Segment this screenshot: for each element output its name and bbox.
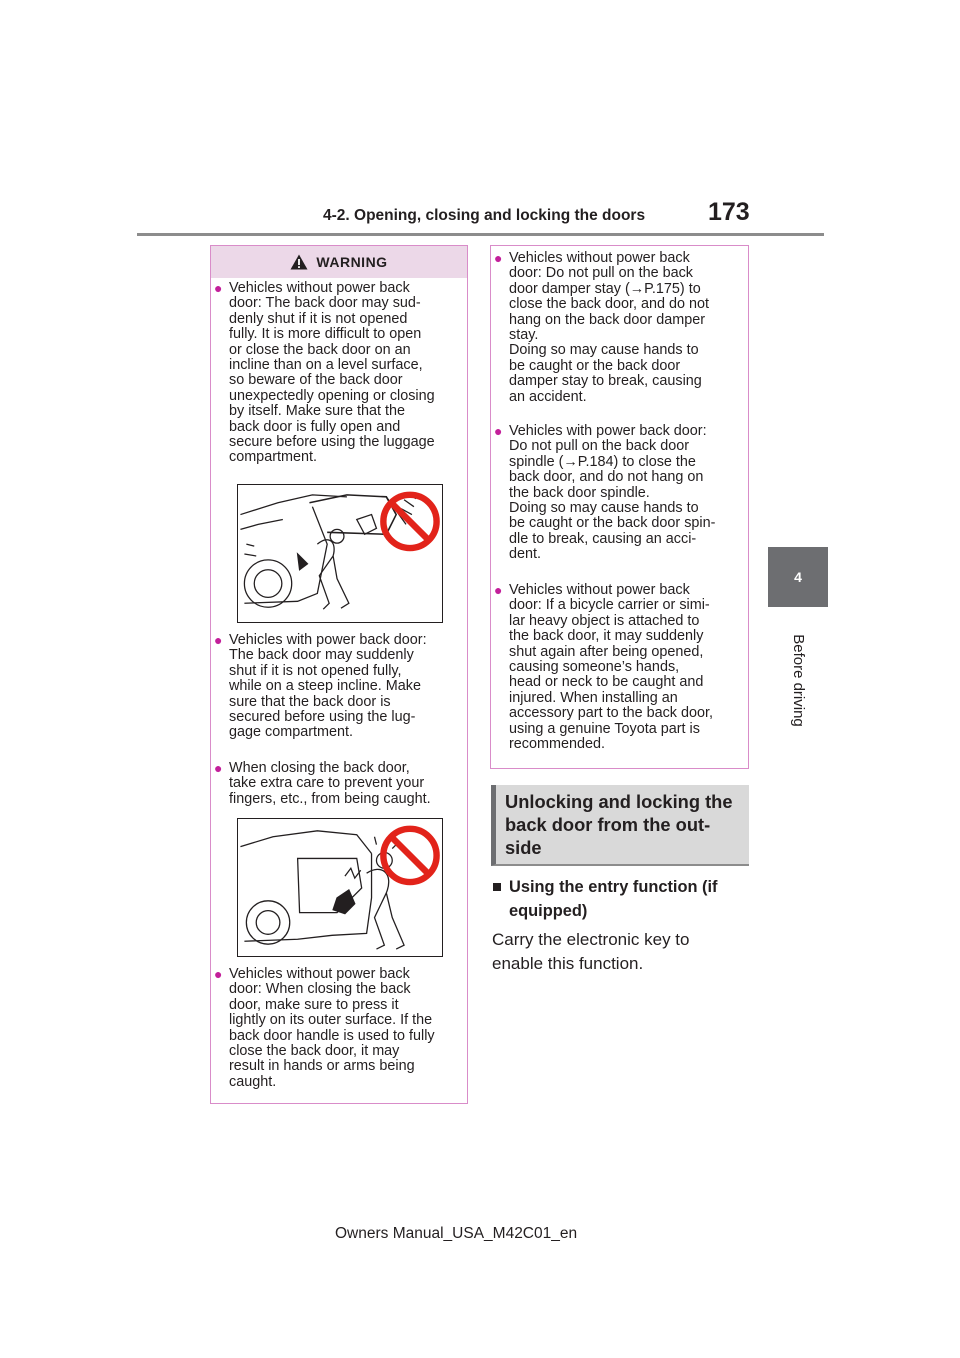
chapter-label-text: Before driving <box>789 633 807 727</box>
bullet-icon: ● <box>494 250 503 266</box>
warning-item: ● Vehicles without power back door: When closing the back door, make sure to press it lightly on its outer surface. If the back door handle is used to fully close the back door, it may result in hands or arms being caught. <box>214 966 435 1090</box>
bullet-icon: ● <box>494 582 503 598</box>
prohibition-icon <box>383 495 436 548</box>
chapter-tab <box>768 547 828 607</box>
bullet-icon: ● <box>214 966 223 982</box>
section-title: 4-2. Opening, closing and locking the doors <box>323 207 646 224</box>
warning-item: ● Vehicles with power back door: Do not pull on the back door spindle (→P.184) to close the back door, and do not hang on the back door spindle. Doing so may cause hands to be caught or the back door spin- dle to break, causing an acci- dent. <box>494 423 716 563</box>
warning-item: ● Vehicles without power back door: Do not pull on the back door damper stay (→P.175) to close the back door, and do not hang on the back door damper stay. Doing so may cause hands to be caught or the back door damper stay to break, causing an accident. <box>494 250 710 405</box>
chapter-number: 4 <box>794 569 802 585</box>
warning-item: ● Vehicles with power back door: The back door may suddenly shut if it is not opened fully, while on a steep incline. Make sure that the back door is secured before using the lug- gage compartment. <box>214 632 427 741</box>
subheading-text: Using the entry function (if equipped) <box>509 878 718 920</box>
header-rule <box>137 233 824 236</box>
warning-header <box>211 246 467 278</box>
footer-text: Owners Manual_USA_M42C01_en <box>335 1225 578 1242</box>
warning-item: ● Vehicles without power back door: The back door may sud- denly shut if it is not opened fully. It is more difficult to open or close the back door on an incline than on a level surface, so beware of the back door unexpectedly opening or closing by itself. Make sure that the back door is fully open and secure before using the luggage compartment. <box>214 280 435 466</box>
section-heading-text: Unlocking and locking the back door from the out- side <box>505 791 733 858</box>
chapter-label <box>760 625 836 735</box>
square-bullet-icon <box>493 883 501 891</box>
subheading <box>493 875 753 923</box>
prohibition-icon <box>383 829 436 882</box>
warning-item: ● When closing the back door, take extra care to prevent your fingers, etc., from being caught. <box>214 760 431 807</box>
section-heading <box>491 785 749 866</box>
warning-item: ● Vehicles without power back door: If a bicycle carrier or simi- lar heavy object is attached to the back door, it may suddenly shut again after being opened, causing someone’s hands, head or neck to be caught and injured. When installing an accessory part to the back door, using a genuine Toyota part is recommended. <box>494 582 713 753</box>
bullet-icon: ● <box>494 423 503 439</box>
bullet-icon: ● <box>214 760 223 776</box>
page-number: 173 <box>708 198 750 226</box>
bullet-icon: ● <box>214 280 223 296</box>
illustration-luggage-incline <box>237 484 443 623</box>
illustration-fingers-caught <box>237 818 443 957</box>
warning-title: WARNING <box>316 254 388 270</box>
warning-triangle-icon <box>290 254 308 270</box>
bullet-icon: ● <box>214 632 223 648</box>
body-paragraph: Carry the electronic key to enable this function. <box>492 930 690 973</box>
